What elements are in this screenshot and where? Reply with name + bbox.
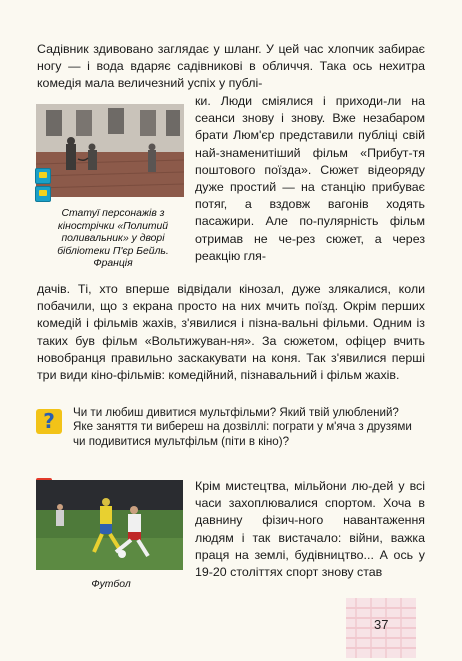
question-icon: ? [36,409,62,434]
question-leisure: Яке заняття ти вибереш на дозвіллі: пограти у м'яча з друзями чи подивитися мультфільм (піти в кіно)? [73,420,412,448]
paragraph-gardener: Садівник здивовано заглядає у шланг. У цей час хлопчик забирає ногу — і вода вдаряє садівникові в обличчя. Така ось нехитра комедія мала величезний успіх у публі- [37,42,425,91]
video-icon [35,168,51,184]
football-photo [36,480,183,570]
football-caption: Футбол [91,579,131,590]
question-block [73,406,413,449]
statue-photo-image [36,104,184,197]
page-number: 37 [374,617,389,632]
paragraph-lumiere: ки. Люди сміялися і приходи-ли на сеанси знову і знову. Вже незабаром брати Люм'єр представили публіці свій най-знаменитіший фільм «Прибут-тя поштового поїзда». Сюжет відеоряду дуже простий — на станцію прибуває потяг, а вздовж вагонів ходять пасажири. Але по-пулярність фільм отримав не че-рез сюжет, а через реакцію гля- [195,94,425,263]
question-cartoons: Чи ти любиш дивитися мультфільми? Який твій улюблений? [73,406,399,419]
statue-caption: Статуї персонажів з кінострічки «Политий поливальник» у дворі бібліотеки П'єр Бейль. Франція [57,208,169,270]
statue-photo [36,104,184,197]
football-photo-image [36,480,183,570]
paragraph-genres: дачів. Ті, хто вперше відвідали кінозал, дуже злякалися, коли побачили, що з екрана просто на них мчить поїзд. Окрім перших комедій і фільмів жахів, з'явилися і пізна-вальні фільми. Одним із таких був фільм «Вольтижуван-ня». За сюжетом, офіцер вчить новобранця правильно заскакувати на коня. Так з'явилися перші три види кіно-фільмів: комедійний, пізнавальний і фільм жахів. [37,282,425,383]
paragraph-sport: Крім мистецтва, мільйони лю-дей у всі часи захоплювалися спортом. Хоча в давнину фізич-ного навантаження людям і так вистачало: війни, важка праця на землі, будівництво... А ось у 19-20 століттях спорт знову став [195,479,425,580]
film-icon [35,186,51,202]
